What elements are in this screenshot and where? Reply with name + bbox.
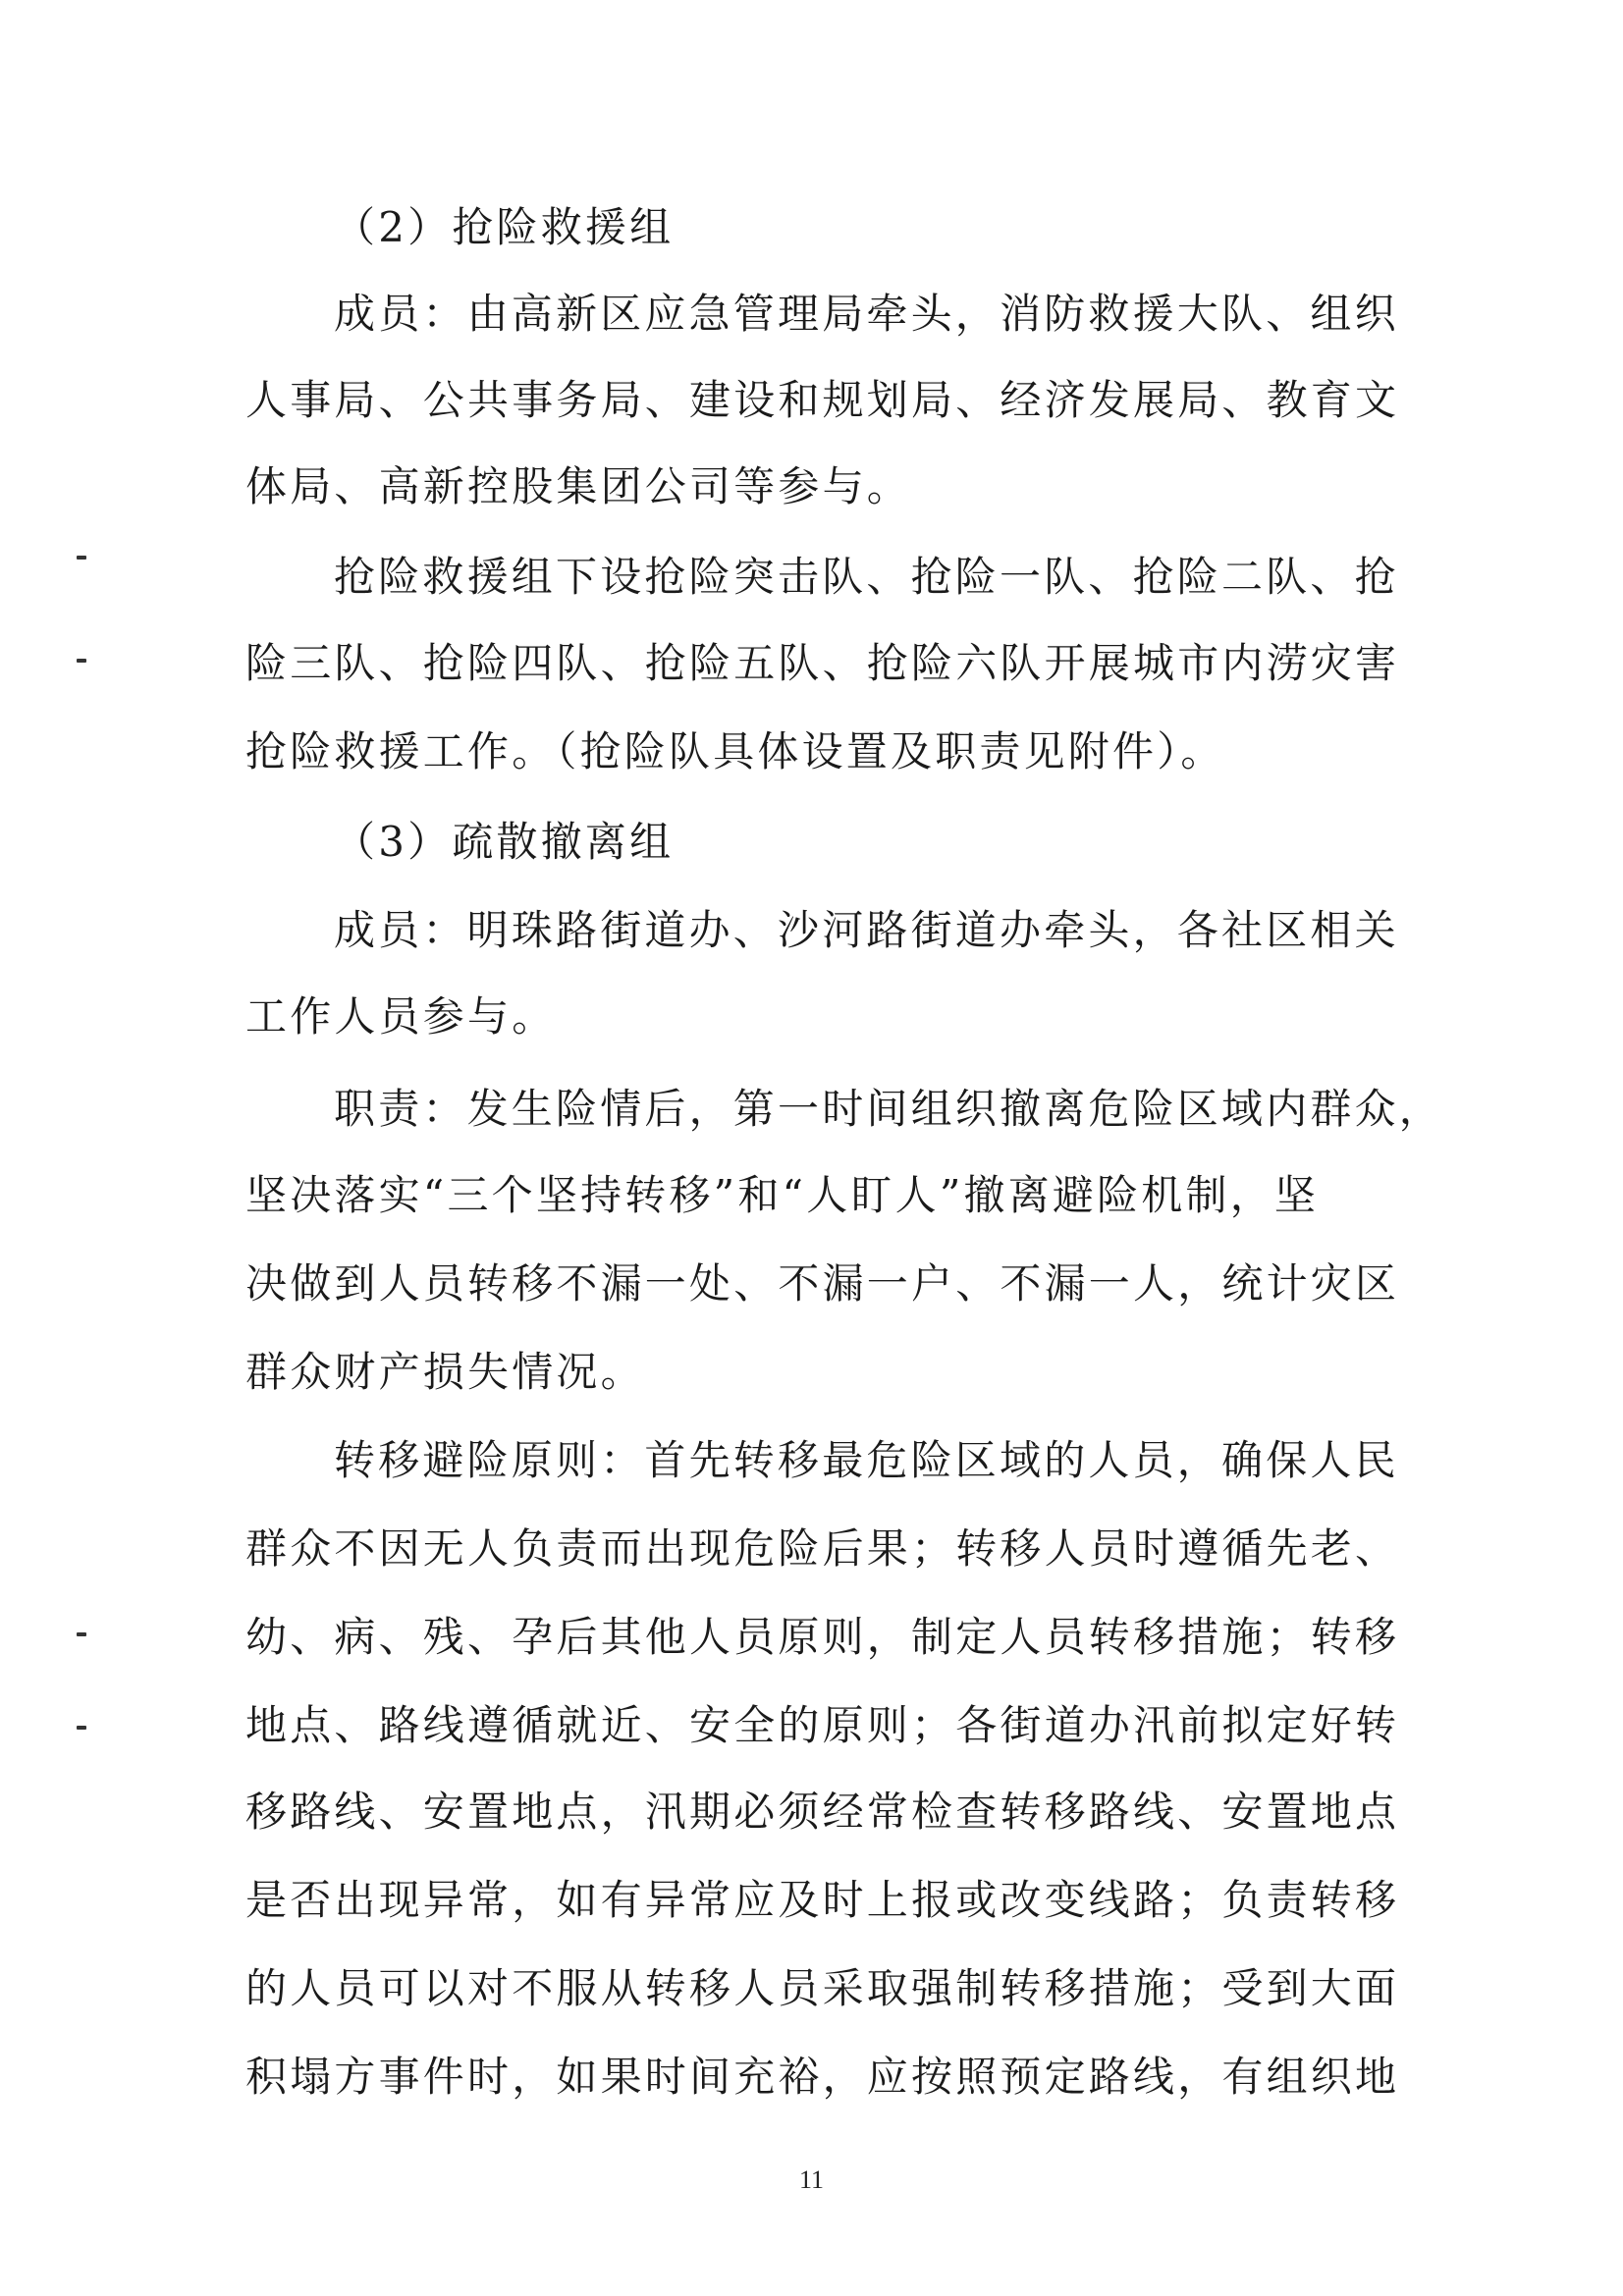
paragraph-line: 职责：发生险情后，第一时间组织撤离危险区域内群众， (334, 1085, 1444, 1133)
paragraph-line: 工作人员参与。 (245, 992, 557, 1041)
paragraph-line: 抢险救援组下设抢险突击队、抢险一队、抢险二队、抢 (334, 553, 1399, 601)
paragraph-line: 是否出现异常，如有异常应及时上报或改变线路；负责转移 (245, 1876, 1400, 1924)
paragraph-line: 险三队、抢险四队、抢险五队、抢险六队开展城市内涝灾害 (245, 639, 1400, 687)
paragraph-line: 群众不因无人负责而出现危险后果；转移人员时遵循先老、 (245, 1524, 1400, 1573)
paragraph-line: 成员：明珠路街道办、沙河路街道办牵头，各社区相关 (334, 906, 1399, 954)
binding-hole-mark (77, 1726, 86, 1730)
section-heading-evacuation-group: （3）疏散撤离组 (334, 818, 675, 866)
paragraph-line: 地点、路线遵循就近、安全的原则；各街道办汛前拟定好转 (245, 1701, 1400, 1749)
paragraph-line: 移路线、安置地点，汛期必须经常检查转移路线、安置地点 (245, 1788, 1400, 1836)
paragraph-line: 转移避险原则：首先转移最危险区域的人员，确保人民 (334, 1436, 1399, 1484)
section-heading-rescue-group: （2）抢险救援组 (334, 203, 675, 251)
paragraph-line: 的人员可以对不服从转移人员采取强制转移措施；受到大面 (245, 1964, 1400, 2012)
paragraph-line: 幼、病、残、孕后其他人员原则，制定人员转移措施；转移 (245, 1613, 1400, 1661)
paragraph-line: 体局、高新控股集团公司等参与。 (245, 462, 912, 510)
paragraph-line: 抢险救援工作。（抢险队具体设置及职责见附件）。 (245, 727, 1225, 775)
paragraph-line: 积塌方事件时，如果时间充裕，应按照预定路线，有组织地 (245, 2053, 1400, 2101)
paragraph-line: 群众财产损失情况。 (245, 1348, 645, 1396)
paragraph-line: 人事局、公共事务局、建设和规划局、经济发展局、教育文 (245, 376, 1400, 424)
paragraph-line: 成员：由高新区应急管理局牵头，消防救援大队、组织 (334, 290, 1399, 338)
binding-hole-mark (77, 1632, 86, 1636)
paragraph-line: 坚决落实“三个坚持转移”和“人盯人”撤离避险机制，坚 (245, 1171, 1320, 1219)
binding-hole-mark (77, 556, 86, 560)
page-number: 11 (798, 2165, 825, 2194)
binding-hole-mark (77, 659, 86, 663)
paragraph-line: 决做到人员转移不漏一处、不漏一户、不漏一人，统计灾区 (245, 1259, 1400, 1308)
